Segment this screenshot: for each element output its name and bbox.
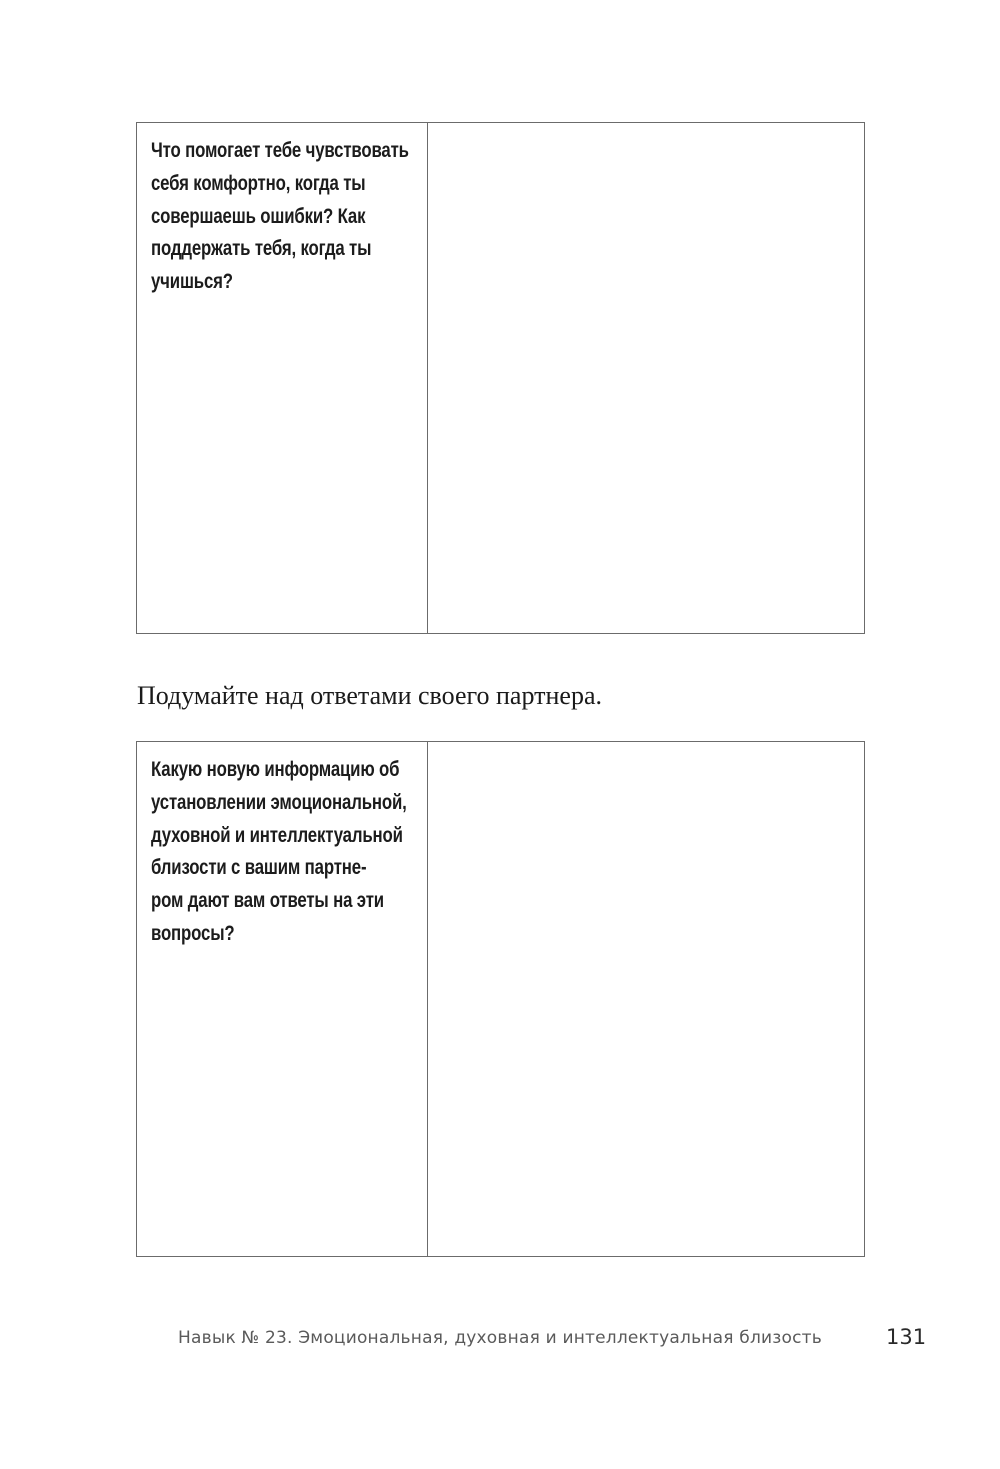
footer-running-title: Навык № 23. Эмоциональная, духовная и интеллектуальная близость (178, 1328, 822, 1348)
answer-cell (428, 123, 864, 633)
question-line: близости с вашим партне- (151, 856, 367, 880)
instruction-heading: Подумайте над ответами своего партнера. (137, 681, 602, 710)
answer-cell (428, 742, 864, 1256)
question-line: поддержать тебя, когда ты (151, 237, 372, 261)
question-cell (137, 742, 428, 1256)
page-number: 131 (886, 1325, 927, 1349)
question-cell (137, 123, 428, 633)
worksheet-table-2 (136, 741, 865, 1257)
question-line: учишься? (151, 270, 233, 294)
question-line: совершаешь ошибки? Как (151, 204, 366, 228)
question-line: вопросы? (151, 921, 235, 945)
question-line: себя комфортно, когда ты (151, 171, 366, 195)
question-line: Что помогает тебе чувствовать (151, 139, 409, 162)
question-line: Какую новую информацию об (151, 758, 400, 781)
question-line: установлении эмоциональной, (151, 790, 407, 814)
question-line: духовной и интеллектуальной (151, 823, 403, 847)
question-line: ром дают вам ответы на эти (151, 889, 384, 913)
worksheet-table-1 (136, 122, 865, 634)
